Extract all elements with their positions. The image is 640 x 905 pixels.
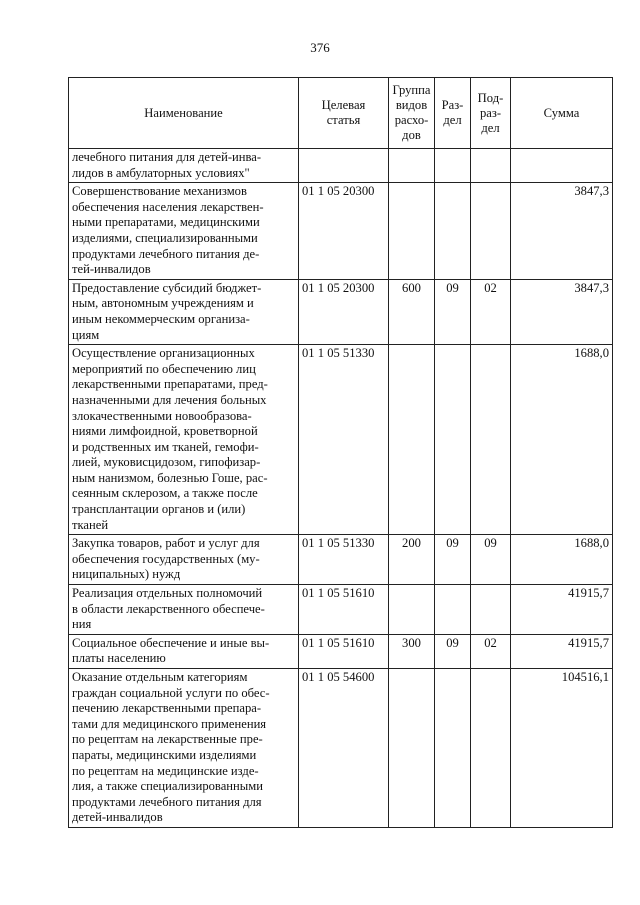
cell-sum: 41915,7 [511, 585, 613, 635]
cell-target-article: 01 1 05 54600 [299, 669, 389, 828]
table-row [69, 585, 613, 635]
cell-name: Совершенствование механизмов обеспечения населения лекарствен- ными препаратами, медицинскими изделиями, специализированными продуктами лечебного питания де- тей-инвалидов [69, 183, 299, 280]
table-row [69, 535, 613, 585]
cell-name: Осуществление организационных мероприятий по обеспечению лиц лекарственными препаратами, пред- назначенными для лечения больных злокачественными новообразова- ниями лимфоидной, кроветворной и родственных им тканей, гемофи- лией, муковисцидозом, гипофизар- ным нанизмом, болезнью Гоше, рас- сеянным склерозом, а также после трансплантации органов и (или) тканей [69, 345, 299, 535]
cell-sum [511, 149, 613, 183]
cell-section [435, 345, 471, 535]
cell-name: лечебного питания для детей-инва- лидов в амбулаторных условиях" [69, 149, 299, 183]
header-expense-group: Группа видов расхо- дов [389, 78, 435, 149]
cell-target-article: 01 1 05 20300 [299, 183, 389, 280]
cell-target-article: 01 1 05 51330 [299, 535, 389, 585]
table-row [69, 183, 613, 280]
table-row [69, 279, 613, 344]
cell-target-article: 01 1 05 51610 [299, 585, 389, 635]
cell-expense-group [389, 345, 435, 535]
cell-sum: 104516,1 [511, 669, 613, 828]
cell-sum: 1688,0 [511, 535, 613, 585]
table-row [69, 345, 613, 535]
cell-expense-group: 200 [389, 535, 435, 585]
cell-expense-group: 300 [389, 634, 435, 668]
cell-name: Реализация отдельных полномочий в области лекарственного обеспече- ния [69, 585, 299, 635]
header-target-article: Целевая статья [299, 78, 389, 149]
header-subsection: Под- раз- дел [471, 78, 511, 149]
cell-section [435, 149, 471, 183]
cell-section: 09 [435, 535, 471, 585]
cell-sum: 41915,7 [511, 634, 613, 668]
cell-sum: 1688,0 [511, 345, 613, 535]
cell-target-article: 01 1 05 51610 [299, 634, 389, 668]
cell-subsection: 02 [471, 279, 511, 344]
cell-sum: 3847,3 [511, 183, 613, 280]
cell-target-article: 01 1 05 51330 [299, 345, 389, 535]
header-name: Наименование [69, 78, 299, 149]
table-row [69, 149, 613, 183]
header-section: Раз- дел [435, 78, 471, 149]
cell-expense-group [389, 149, 435, 183]
cell-subsection [471, 585, 511, 635]
header-sum: Сумма [511, 78, 613, 149]
cell-name: Оказание отдельным категориям граждан социальной услуги по обес- печению лекарственными препара- тами для медицинского применения по рецептам на лекарственные пре- параты, медицинскими изделиями по рецептам на медицинские изде- лия, а также специализированными продуктами лечебного питания для детей-инвалидов [69, 669, 299, 828]
cell-subsection: 09 [471, 535, 511, 585]
table-row [69, 669, 613, 828]
budget-table [68, 77, 613, 828]
table-header-row [69, 78, 613, 149]
cell-expense-group [389, 183, 435, 280]
cell-section: 09 [435, 279, 471, 344]
cell-subsection [471, 149, 511, 183]
cell-section: 09 [435, 634, 471, 668]
table-row [69, 634, 613, 668]
cell-expense-group: 600 [389, 279, 435, 344]
cell-section [435, 585, 471, 635]
cell-subsection [471, 183, 511, 280]
cell-section [435, 669, 471, 828]
cell-subsection [471, 345, 511, 535]
cell-subsection: 02 [471, 634, 511, 668]
page-number: 376 [310, 40, 330, 55]
table-body [69, 149, 613, 828]
cell-section [435, 183, 471, 280]
cell-target-article: 01 1 05 20300 [299, 279, 389, 344]
cell-sum: 3847,3 [511, 279, 613, 344]
cell-expense-group [389, 585, 435, 635]
cell-name: Социальное обеспечение и иные вы- платы населению [69, 634, 299, 668]
cell-subsection [471, 669, 511, 828]
cell-name: Закупка товаров, работ и услуг для обеспечения государственных (му- ниципальных) нужд [69, 535, 299, 585]
cell-expense-group [389, 669, 435, 828]
cell-target-article [299, 149, 389, 183]
cell-name: Предоставление субсидий бюджет- ным, автономным учреждениям и иным некоммерческим организа- циям [69, 279, 299, 344]
